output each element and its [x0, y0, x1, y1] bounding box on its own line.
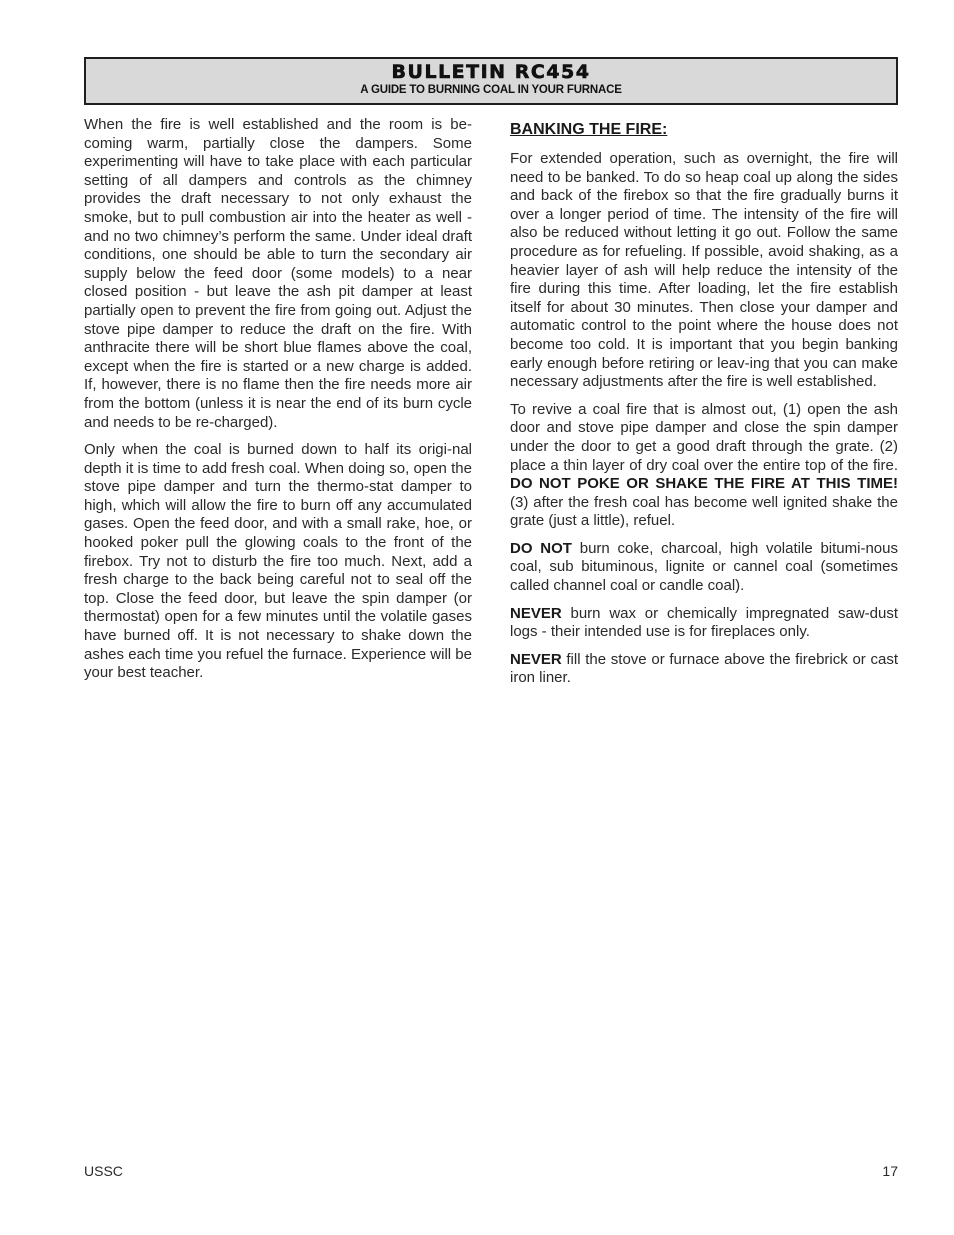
bulletin-title: BULLETIN RC454	[391, 61, 591, 83]
section-heading-banking: BANKING THE FIRE:	[510, 121, 668, 138]
never-label-1: NEVER	[510, 604, 562, 622]
paragraph-adding-coal: Only when the coal is burned down to half its origi-nal depth it is time to add fresh coal. When doing so, open the stove pipe damper and turn the thermo-stat damper to high, which will allow the fire to burn off any accumulated gases. Open the feed door, and with a small rake, hoe, or hooked poker pull the glowing coals to the front of the firebox. Try not to disturb the fire too much. Next, add a fresh charge to the back being careful not to seal off the top. Close the feed door, but leave the spin damper (or thermostat) open for a few minutes until the volatile gases have burned off. It is not necessary to shake down the ashes each time you refuel the furnace. Experience will be your best teacher.	[84, 441, 472, 682]
footer-company: USSC	[84, 1163, 123, 1179]
never-wax-text: burn wax or chemically impregnated saw-dust logs - their intended use is for fireplaces only.	[510, 604, 898, 641]
bulletin-subtitle: A GUIDE TO BURNING COAL IN YOUR FURNACE	[360, 84, 622, 96]
footer-page-number: 17	[882, 1163, 898, 1179]
revive-text-start: To revive a coal fire that is almost out, (1) open the ash door and stove pipe damper and close the spin damper under the door to get a good draft through the grate. (2) place a thin layer of dry coal over the entire top of the fire.	[510, 400, 898, 474]
never-fill-text: fill the stove or furnace above the firebrick or cast iron liner.	[510, 650, 898, 687]
paragraph-dampers: When the fire is well established and the room is be-coming warm, partially close the dampers. Some experimenting will have to take place with each particular setting of all dampers and controls as the chimney provides the draft necessary to not only exhaust the smoke, but to pull combustion air into the heater as well - and no two chimney’s perform the same. Under ideal draft conditions, one should be able to turn the secondary air supply below the feed door (some models) to a near closed position - but leave the ash pit damper at least partially open to prevent the fire from going out. Adjust the stove pipe damper to reduce the draft on the fire. With anthracite there will be short blue flames above the coal, except when the fire is started or a new charge is added. If, however, there is no flame then the fire needs more air from the bottom (unless it is near the end of its burn cycle and needs to be re-charged).	[84, 116, 472, 431]
paragraph-never-wax	[510, 605, 898, 642]
bulletin-header	[84, 57, 898, 105]
do-not-label: DO NOT	[510, 539, 572, 557]
paragraph-revive-fire	[510, 401, 898, 531]
do-not-text: burn coke, charcoal, high volatile bitumi-nous coal, sub bituminous, lignite or cannel coal (sometimes called channel coal or candle coal).	[510, 539, 898, 595]
paragraph-never-fill	[510, 651, 898, 688]
paragraph-banking: For extended operation, such as overnight, the fire will need to be banked. To do so heap coal up along the sides and back of the firebox so that the fire gradually burns it over a longer period of time. The intensity of the fire will also be reduced without letting it go out. Follow the same procedure as for refueling. If possible, avoid shaking, as a heavier layer of ash will help reduce the intensity of the fire during this time. After loading, let the fire establish itself for about 30 minutes. Then close your damper and automatic control to the point where the house does not become too cold. It is important that you begin banking early enough before retiring or leav-ing that you can make necessary adjustments after the fire is well established.	[510, 150, 898, 391]
paragraph-do-not-burn	[510, 540, 898, 596]
left-column	[84, 116, 472, 692]
revive-text-end: (3) after the fresh coal has become well ignited shake the grate (just a little), refuel.	[510, 493, 898, 530]
never-label-2: NEVER	[510, 650, 562, 668]
revive-warning: DO NOT POKE OR SHAKE THE FIRE AT THIS TIME!	[510, 475, 898, 493]
right-column	[510, 116, 898, 697]
